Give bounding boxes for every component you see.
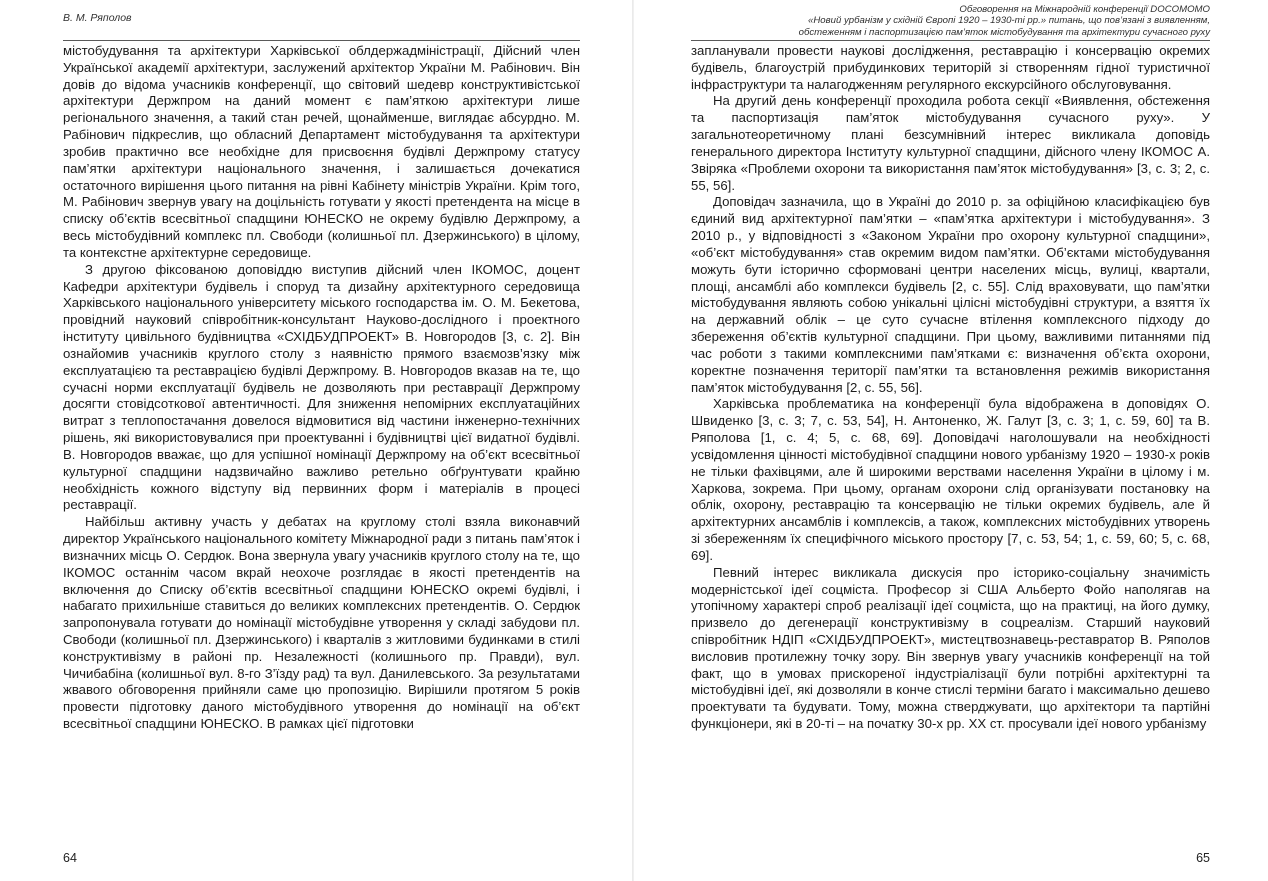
header-rule <box>63 40 580 41</box>
header-rule <box>691 40 1210 41</box>
body-text <box>691 43 1210 733</box>
paragraph: запланували провести наукові дослідження, реставрацію і консервацію окремих будівель, благоустрій прибудинкових територій зі створенням гідної туристичної інфраструктури та налагодженням регулярного екскурсійного обслуговування. <box>691 43 1210 92</box>
running-head-title <box>799 4 1210 38</box>
paragraph: Доповідач зазначила, що в Україні до 2010 р. за офіційною класифікацією був єдиний вид архітектурної пам’ятки – «пам’ятка архітектури і містобудування». З 2010 р., у відповідності з «Законом України про охорону культурної спадщини», «об’єкт містобудування» став окремим видом пам’ятки. Об’єктами містобудування можуть бути історично сформовані центри населених місць, вулиці, квартали, площі, ансамблі або комплекси будівель [2, с. 55]. Слід враховувати, що пам’ятки містобудування являють собою унікальні цілісні містобудівні структури, а взяття їх на державний облік – це суто сучасне втілення комплексного підходу до збереження об’єктів культурної спадщини. При цьому, важливими питаннями під час роботи з такими комплексними пам’ятками є: визначення об’єкта охорони, коректне позначення території пам’ятки та встановлення режимів використання пам’яток містобудування [2, с. 55, 56]. <box>691 194 1210 395</box>
paragraph: Харківська проблематика на конференції була відображена в доповідях О. Швиденко [3, с. 3; 7, с. 53, 54], Н. Антоненко, Ж. Галут [3, с. 3; 1, с. 59, 60] та В. Ряполова [1, с. 4; 5, с. 68, 69]. Доповідачі наголошували на необхідності усвідомлення цінності містобудівної спадщини нового урбанізму 1920 – 1930-х років не тільки фахівцями, але й широкими верствами населення України в цілому і м. Харкова, зокрема. При цьому, органам охорони слід організувати постановку на облік, охорону, реставрацію та консервацію не тільки окремих будівель, але й архітектурних ансамблів і комплексів, а також, комплексних містобудівних утворень зі збереженням їх специфічного міського простору [7, с. 53, 54; 1, с. 59, 60; 5, с. 68, 69]. <box>691 396 1210 563</box>
body-text <box>63 43 580 733</box>
page-number: 65 <box>1196 851 1210 865</box>
paragraph: На другий день конференції проходила робота секції «Виявлення, обстеження та паспортизація пам’яток містобудування сучасного руху». У загальнотеоретичному плані безсумнівний інтерес викликала доповідь генерального директора Інституту культурної спадщини, дійсного члену ІКОМОС А. Звіряка «Проблеми охорони та використання пам’яток містобудування» [3, с. 3; 2, с. 55, 56]. <box>691 93 1210 193</box>
paragraph: Певний інтерес викликала дискусія про історико-соціальну значимість модерністської ідеї соцміста. Професор зі США Альберто Фойо наполягав на утопічному характері спроб реалізації ідеї соцміста, що на практиці, на його думку, призвело до дегенерації конструктивізму в соцреалізм. Старший науковий співробітник НДІП «СХІДБУДПРОЕКТ», мистецтвознавець-реставратор В. Ряполов висловив протилежну точку зору. Він звернув увагу учасників конференції на той факт, що в умовах прискореної індустріалізації були потрібні архітектурні та містобудівні ідеї, які дозволяли в конче стислі терміни багато і максимально дешево проектувати та будувати. Тому, можна стверджувати, що архітектори та партійні функціонери, які в 20-ті – на початку 30-х рр. ХХ ст. просували ідеї нового урбанізму <box>691 564 1210 732</box>
running-head-author: В. М. Ряполов <box>63 12 132 24</box>
running-head-line: обстеженням і паспортизацією пам’яток містобудування та архітектури сучасного руху <box>798 26 1210 38</box>
running-head-line: «Новий урбанізм у східній Європі 1920 – 1930-ті рр.» питань, що пов’язані з виявленням, <box>808 15 1210 27</box>
paragraph: містобудування та архітектури Харківської облдержадміністрації, Дійсний член Української академії архітектури, заслужений архітектор України М. Рабінович. Він довів до відома учасників конференції, що світовий шедевр конструктивістської архітектури Держпром на даний момент є пам’яткою архітектури лише регіонального значення, а такий стан речей, щонайменше, виглядає абсурдно. М. Рабінович підкреслив, що обласний Департамент містобудування та архітектури зробив практично все необхідне для присвоєння будівлі Держпрому статусу пам’ятки архітектури національного значення, і залишається дочекатися остаточного вирішення цього питання на рівні Кабінету міністрів України. Крім того, М. Рабінович звернув увагу на доцільність готувати у якості претендента на місце в списку об’єктів всесвітньої спадщини ЮНЕСКО не окрему будівлю Держпрому, а весь містобудівний комплекс пл. Свободи (колишньої пл. Дзержинського) в цілому, та контекстне архітектурне середовище. <box>63 43 580 260</box>
right-page <box>634 0 1268 881</box>
paragraph: З другою фіксованою доповіддю виступив дійсний член ІКОМОС, доцент Кафедри архітектури будівель і споруд та дизайну архітектурного середовища Харківського національного університету міського господарства ім. О. М. Бекетова, провідний науковий співробітник-консультант Науково-дослідного і проектного інституту цивільного будівництва «СХІДБУДПРОЕКТ» В. Новгородов [3, с. 2]. Він ознайомив учасників круглого столу з наявністю прямого взаємозв’язку між експлуатацією та реставрацією будівлі Держпрому. В. Новгородов вказав на те, що сучасні норми експлуатації будівель не дозволяють при реставрації Держпрому досягти стовідсоткової автентичності. Для зниження непомірних експлуатаційних витрат з теплопостачання довелося відмовитися від частини інженерно-технічних рішень, які використовувалися при проектуванні і будівництві цієї видатної будівлі. В. Новгородов вважає, що для успішної номінації Держпрому на об’єкт всесвітньої культурної спадщини надзвичайно важливо ретельно обґрунтувати крайню необхідність кожного відступу від первинних форм і матеріалів в процесі реставрації. <box>63 261 580 513</box>
running-head-line: Обговорення на Міжнародній конференції DOCOMOMO <box>959 4 1210 15</box>
page-number: 64 <box>63 851 77 865</box>
paragraph: Найбільш активну участь у дебатах на круглому столі взяла виконавчий директор Українського національного комітету Міжнародної ради з питань пам’яток і визначних місць О. Сердюк. Вона звернула увагу учасників круглого столу на те, що ІКОМОС останнім часом вкрай неохоче розглядає в якості претендентів на включення до Списку об’єктів всесвітньої спадщини ЮНЕСКО окремі будівлі, і набагато прихильніше ставиться до великих комплексних претендентів. О. Сердюк запропонувала готувати до номінації містобудівне утворення у складі забудови пл. Свободи (колишньої пл. Дзержинського) і кварталів з житловими будинками в стилі конструктивізму в районі пр. Незалежності (колишнього пр. Правди), вул. Чичибабіна (колишньої вул. 8-го З’їзду рад) та вул. Данилевського. За результатами жвавого обговорення прийняли саме цю пропозицію. Вирішили протягом 5 років провести підготовку даного містобудівного утворення до номінації на об’єкт всесвітньої спадщини ЮНЕСКО. В рамках цієї підготовки <box>63 514 580 732</box>
